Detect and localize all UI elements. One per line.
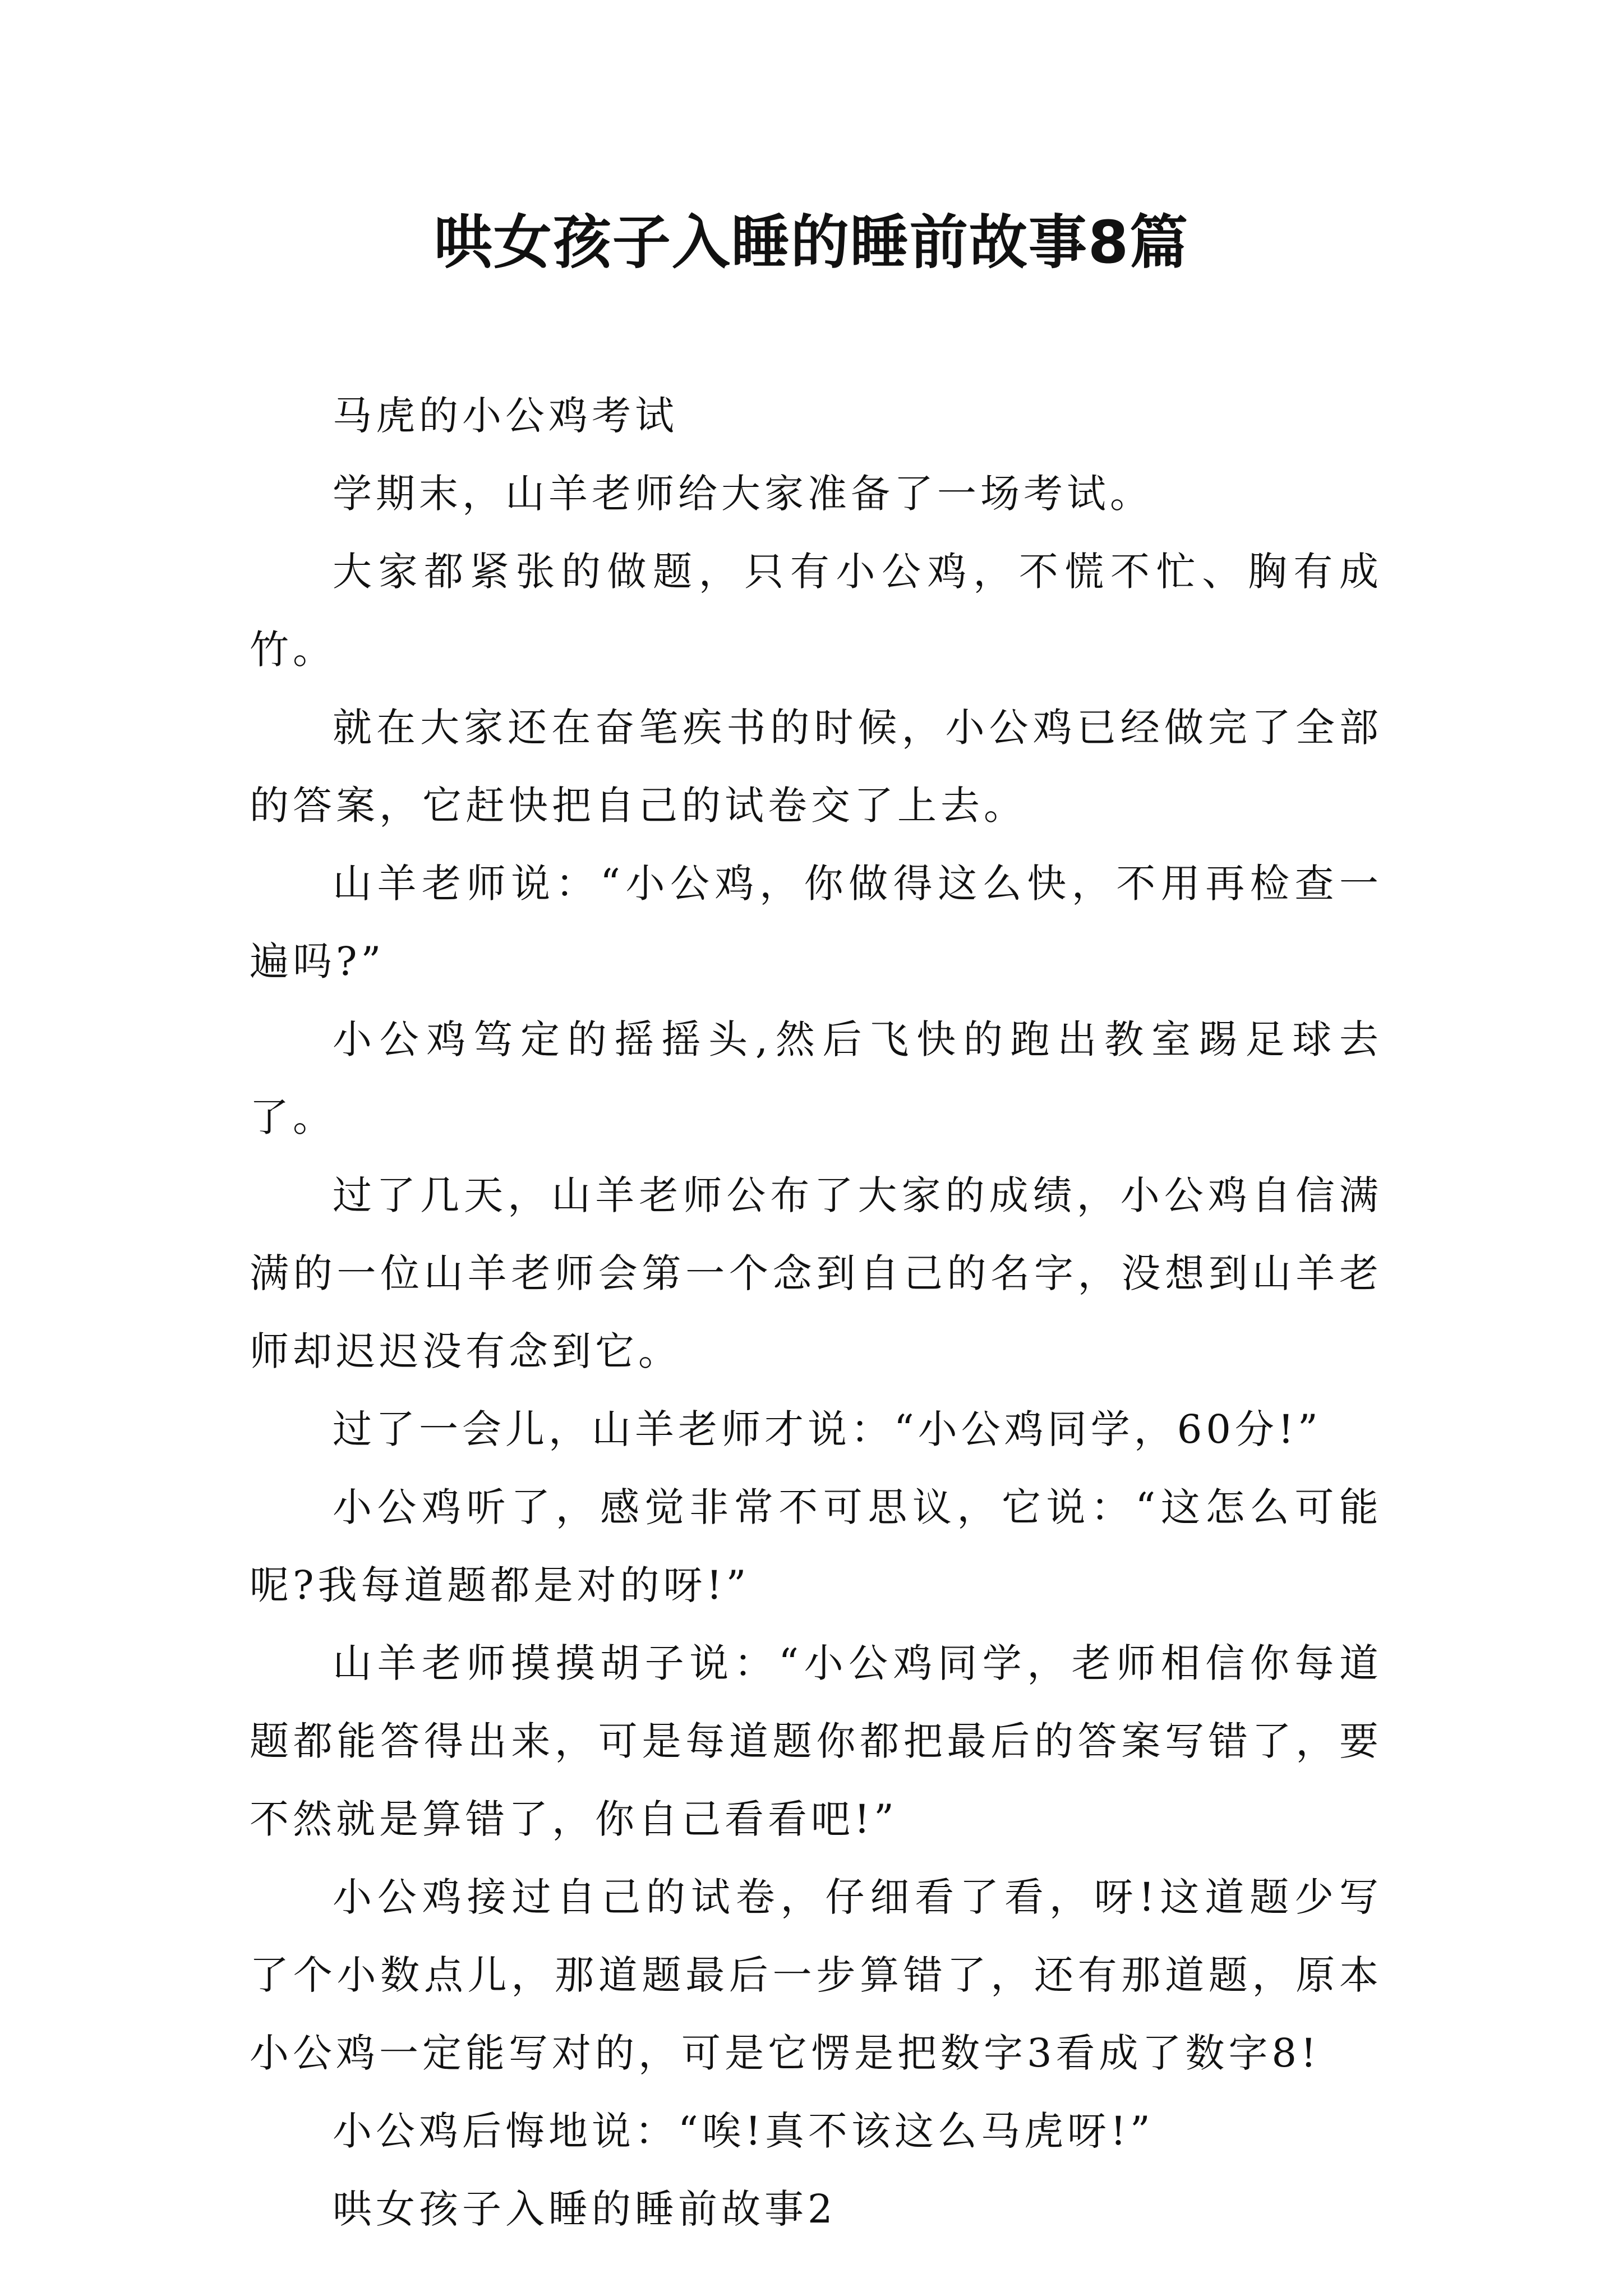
paragraph: 小公鸡接过自己的试卷，仔细看了看，呀!这道题少写了个小数点儿，那道题最后一步算错了，还有那道题，原本小公鸡一定能写对的，可是它愣是把数字3看成了数字8! — [250, 1874, 1382, 2076]
paragraph: 小公鸡后悔地说：“唉!真不该这么马虎呀!” — [333, 2108, 1154, 2154]
next-story-heading: 哄女孩子入睡的睡前故事2 — [333, 2186, 837, 2232]
paragraph: 就在大家还在奋笔疾书的时候，小公鸡已经做完了全部的答案，它赶快把自己的试卷交了上去。 — [250, 705, 1382, 829]
paragraph: 过了一会儿，山羊老师才说：“小公鸡同学，60分!” — [333, 1406, 1322, 1452]
paragraph: 山羊老师摸摸胡子说：“小公鸡同学，老师相信你每道题都能答得出来，可是每道题你都把最后的答案写错了，要不然就是算错了，你自己看看吧!” — [250, 1640, 1382, 1842]
paragraph: 过了几天，山羊老师公布了大家的成绩，小公鸡自信满满的一位山羊老师会第一个念到自己的名字，没想到山羊老师却迟迟没有念到它。 — [250, 1172, 1382, 1374]
document-body — [250, 377, 1382, 2248]
paragraph: 大家都紧张的做题，只有小公鸡，不慌不忙、胸有成竹。 — [250, 549, 1382, 673]
paragraph: 小公鸡笃定的摇摇头,然后飞快的跑出教室踢足球去了。 — [250, 1016, 1382, 1140]
paragraph: 小公鸡听了，感觉非常不可思议，它说：“这怎么可能呢?我每道题都是对的呀!” — [250, 1484, 1382, 1608]
story-subtitle: 马虎的小公鸡考试 — [333, 393, 678, 439]
document-title: 哄女孩子入睡的睡前故事8篇 — [434, 208, 1189, 277]
paragraph: 山羊老师说：“小公鸡，你做得这么快，不用再检查一遍吗?” — [250, 861, 1382, 984]
paragraph: 学期末，山羊老师给大家准备了一场考试。 — [333, 471, 1153, 517]
